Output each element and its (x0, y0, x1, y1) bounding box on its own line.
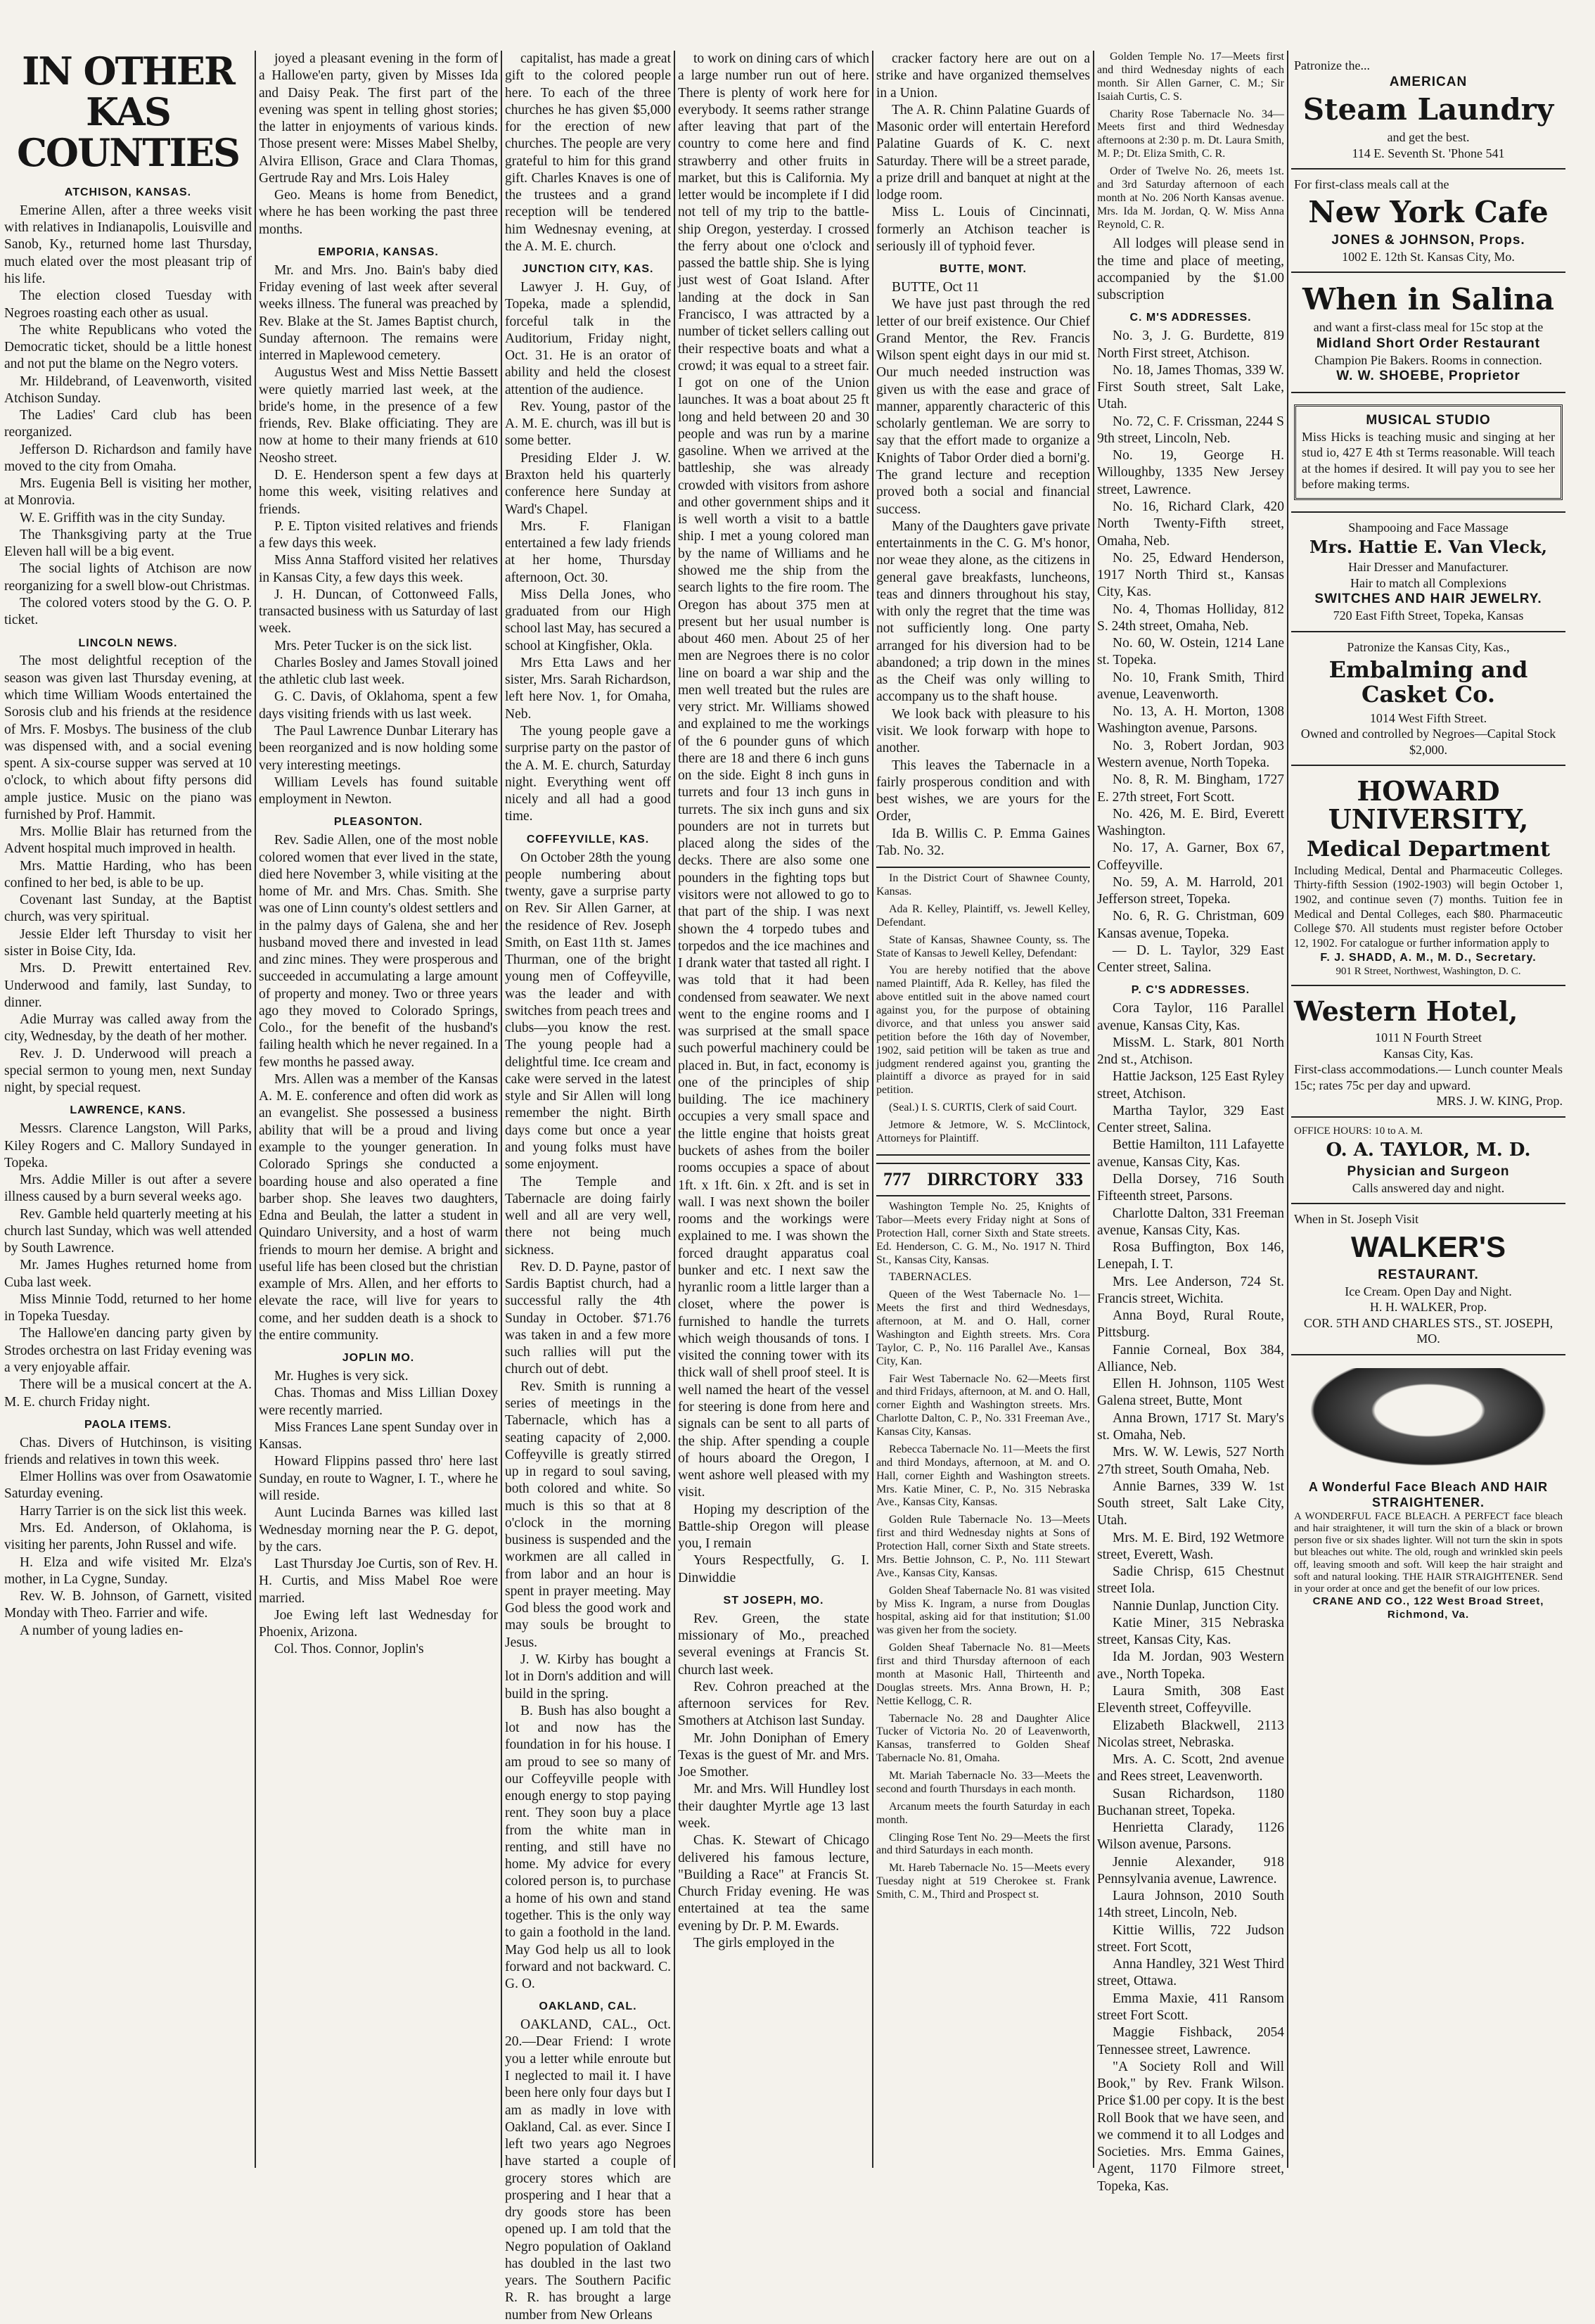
news-paragraph: Rev. Cohron preached at the afternoon services for Rev. Smothers at Atchison last Sunday. (678, 1679, 869, 1729)
news-paragraph: A number of young ladies en- (20, 1623, 184, 1638)
news-paragraph: Mr. James Hughes returned home from Cuba last week. (4, 1258, 252, 1290)
studio-text: Miss Hicks is teaching music and singing at her stud io, 427 E 4th st Terms reasonable. Will teach at the homes if desired. It will pay you to see her before making terms. (1302, 429, 1555, 492)
news-paragraph: Mrs. Mollie Blair has returned from the Advent hospital much improved in health. (4, 824, 252, 857)
news-paragraph: No. 3, J. G. Burdette, 819 North First street, Atchison. (1097, 328, 1284, 361)
directory-list (876, 1201, 1090, 1902)
news-paragraph: The election closed Tuesday with Negroes roasting each other as usual. (4, 288, 252, 321)
studio-heading: MUSICAL STUDIO (1366, 412, 1491, 428)
walker-address: COR. 5TH AND CHARLES STS., ST. JOSEPH, MO. (1303, 1315, 1554, 1346)
directory-header (876, 1163, 1090, 1196)
directory-entry: Washington Temple No. 25, Knights of Tabor—Meets every Friday night at Sons of Protection Hall, corner Sixth and State streets. Ed. Henderson, C. G. M., No. 1917 N. Third St., Kansas City, Kansas. (876, 1201, 1090, 1266)
casket-address: 1014 West Fifth Street. (1369, 710, 1487, 725)
news-paragraph: Mrs. Addie Miller is out after a severe illness caused by a burn several weeks ago. (4, 1173, 252, 1205)
hairdresser-name: Mrs. Hattie E. Van Vleck, (1309, 537, 1547, 558)
legal-line: You are hereby notified that the above named Plaintiff, Ada R. Kelley, has filed the above entitled suit in the above named court against you, for the purpose of obtaining divorce, and that unless you answer said petition before the 16th day of November, 1902, said petition will be taken as true and judgment rendered against you, granting the plaintiff a divorce as prayed for in said petition. (876, 964, 1090, 1097)
column-rule (872, 51, 873, 2168)
news-paragraph: Charlotte Dalton, 331 Freeman avenue, Kansas City, Kas. (1097, 1206, 1284, 1238)
news-paragraph: Mrs. Mattie Harding, who has been confined to her bed, is able to be up. (4, 858, 252, 890)
directory-entry: Arcanum meets the fourth Saturday in each month. (876, 1800, 1090, 1826)
news-paragraph: Miss Minnie Todd, returned to her home in Topeka Tuesday. (4, 1291, 252, 1324)
news-paragraph: Henrietta Clarady, 1126 Wilson avenue, Parsons. (1097, 1820, 1284, 1853)
howard-details: Including Medical, Dental and Pharmaceutic Colleges. Thirty-fifth Session (1902-1903) will begin October 1, 1902, and continue seven (7) months. Tuition fee in Medical and Dental Colleges, each $80. Pharmaceutic College $70. All students must register before October 12, 1902. For catalogue or further information apply to (1294, 863, 1563, 950)
news-paragraph: Rosa Buffington, Box 146, Lenepah, I. T. (1097, 1240, 1284, 1272)
walker-hours: Ice Cream. Open Day and Night. (1345, 1284, 1512, 1298)
news-paragraph: Kittie Willis, 722 Judson street. Fort Scott, (1097, 1922, 1284, 1955)
news-paragraph: Anna Brown, 1717 St. Mary's st. Omaha, Neb. (1097, 1410, 1284, 1443)
news-paragraph: We have just past through the red letter of our breif existence. Our Chief Grand Mentor, the Rev. Francis Wilson spent eight days in our mid st. Our much needed instruction was given us with the ease and grace of manner, apparently characteric of this scholarly gentleman. We are sorry to say that the effort made to organize a Knights of Tabor Order died a borni'g. The grand lecture and reception proved both a social and financial success. (876, 297, 1090, 517)
directory-entry: Mt. Mariah Tabernacle No. 33—Meets the second and fourth Thursdays in each month. (876, 1770, 1090, 1795)
news-paragraph: Bettie Hamilton, 111 Lafayette avenue, Kansas City, Kas. (1097, 1137, 1284, 1170)
column-6-body (1097, 51, 1284, 2195)
walker-restaurant-ad (1291, 1204, 1565, 1355)
news-paragraph: The Thanksgiving party at the True Eleven hall will be a big event. (4, 527, 252, 560)
news-paragraph: No. 25, Edward Henderson, 1917 North Third st., Kansas City, Kas. (1097, 550, 1284, 600)
news-paragraph: MissM. L. Stark, 801 North 2nd st., Atchison. (1097, 1035, 1284, 1068)
directory-entry: TABERNACLES. (889, 1271, 972, 1284)
news-paragraph: Ellen H. Johnson, 1105 West Galena street, Butte, Mont (1097, 1377, 1284, 1409)
news-paragraph: On October 28th the young people numbering about twenty, gave a surprise party on Rev. Sir Allen Garner, at the residence of Rev. Joseph Smith, on East 11th st. James Thurman, one of the bright young men of Coffeyville, was the leader and with switches from peach trees and clubs—you know the rest. The young people had a delightful time. Ice cream and cake were served in the latest style and Sir Allen will long remember the night. Birth days come but once a year and young folks must have some enjoyment. (505, 850, 671, 1173)
news-paragraph: Elizabeth Blackwell, 2113 Nicolas street, Nebraska. (1097, 1718, 1284, 1750)
news-paragraph: Messrs. Clarence Langston, Will Parks, Kiley Rogers and C. Mallory Sundayed in Topeka. (4, 1121, 252, 1170)
directory-entry: Tabernacle No. 28 and Daughter Alice Tucker of Victoria No. 20 of Leavenworth, Kansas, transferred to Golden Sheaf Tabernacle No. 81, Omaha. (876, 1712, 1090, 1765)
news-paragraph: Rev. Young, pastor of the A. M. E. church, was ill but is some better. (505, 399, 671, 449)
hairdresser-services: Shampooing and Face Massage (1348, 520, 1508, 535)
news-paragraph: Ida M. Jordan, 903 Western ave., North Topeka. (1097, 1649, 1284, 1682)
laundry-address: 114 E. Seventh St. 'Phone 541 (1352, 146, 1505, 160)
news-paragraph: William Levels has found suitable employment in Newton. (259, 774, 498, 807)
news-paragraph: Jessie Elder left Thursday to visit her sister in Boise City, Ida. (4, 926, 252, 959)
salina-restaurant-name: Midland Short Order Restaurant (1316, 336, 1541, 351)
news-paragraph: Sadie Chrisp, 615 Chestnut street Iola. (1097, 1564, 1284, 1597)
news-paragraph: Jennie Alexander, 918 Pennsylvania avenue, Lawrence. (1097, 1854, 1284, 1886)
news-paragraph: Katie Miner, 315 Nebraska street, Kansas City, Kas. (1097, 1615, 1284, 1648)
news-paragraph: The girls employed in the (693, 1935, 835, 1950)
face-bleach-ad (1291, 1355, 1565, 1629)
salina-text: and want a first-class meal for 15c stop at the (1313, 320, 1544, 335)
news-paragraph: Geo. Means is home from Benedict, where he has been working the past three months. (259, 188, 498, 237)
howard-signature: F. J. SHADD, A. M., M. D., Secretary. (1320, 951, 1537, 964)
walker-proprietor: H. H. WALKER, Prop. (1369, 1300, 1487, 1315)
news-paragraph: Mrs. Ed. Anderson, of Oklahoma, is visiting her parents, John Russel and wife. (4, 1521, 252, 1553)
salina-details: Champion Pie Bakers. Rooms in connection. (1314, 352, 1542, 367)
portrait-illustration (1294, 1368, 1563, 1474)
directory-entry: Mt. Hareb Tabernacle No. 15—Meets every Tuesday night at 519 Cherokee st. Frank Smith, C. M., Third and Prospect st. (876, 1862, 1090, 1901)
salina-proprietor: W. W. SHOEBE, Proprietor (1336, 369, 1520, 384)
casket-intro: Patronize the Kansas City, Kas., (1347, 639, 1510, 654)
news-paragraph: The Ladies' Card club has been reorganized. (4, 408, 252, 440)
news-paragraph: We look back with pleasure to his visit. We look forwarp with hope to another. (876, 706, 1090, 756)
news-paragraph: H. Elza and wife visited Mr. Elza's mother, in La Cygne, Sunday. (4, 1554, 252, 1587)
legal-line: Ada R. Kelley, Plaintiff, vs. Jewell Kelley, Defendant. (876, 902, 1090, 928)
directory-entry: Clinging Rose Tent No. 29—Meets the first and third Saturdays in each month. (876, 1831, 1090, 1857)
news-paragraph: Mrs. W. W. Lewis, 527 North 27th street, South Omaha, Neb. (1097, 1445, 1284, 1477)
news-paragraph: Yours Respectfully, G. I. Dinwiddie (678, 1553, 869, 1585)
casket-capital: Owned and controlled by Negroes—Capital Stock $2,000. (1300, 727, 1556, 757)
casket-company-name: Embalming and Casket Co. (1328, 656, 1528, 708)
news-paragraph: Howard Flippins passed thro' here last Sunday, en route to Wagner, I. T., where he will reside. (259, 1454, 498, 1503)
hotel-proprietor: MRS. J. W. KING, Prop. (1436, 1094, 1563, 1109)
column-1 (4, 51, 252, 2168)
news-paragraph: Cora Taylor, 116 Parallel avenue, Kansas City, Kas. (1097, 1001, 1284, 1033)
hairdresser-products: SWITCHES AND HAIR JEWELRY. (1314, 592, 1542, 607)
section-heading: PAOLA ITEMS. (84, 1418, 172, 1431)
section-heading: C. M'S ADDRESSES. (1129, 312, 1252, 324)
news-paragraph: joyed a pleasant evening in the form of a Hallowe'en party, given by Misses Ida and Daisy Peak. The first part of the evening was spent in telling ghost stories; the latter in enjoyments of various kinds. Those present were: Misses Mabel Shelby, Alvira Ellison, Grace and Clara Thomas, Gertrude Ray and Mrs. Lois Haley (259, 51, 498, 186)
news-paragraph: Mrs. Lee Anderson, 724 St. Francis street, Wichita. (1097, 1274, 1284, 1306)
bleach-body: A WONDERFUL FACE BLEACH. A PERFECT face bleach and hair straightener, it will turn the skin of a black or brown person five or six shades lighter. Will not turn the skin in spots but bleaches out white. The old, rough and wrinkled skin peels off, leaving smooth and soft. Will keep the hair straight and soft and natural looking. THE HAIR STRAIGHTENER. Send in your order at once and get the benefit of our low prices. (1294, 1510, 1563, 1595)
news-paragraph: No. 59, A. M. Harrold, 201 Jefferson street, Topeka. (1097, 874, 1284, 907)
news-paragraph: D. E. Henderson spent a few days at home this week, visiting relatives and friends. (259, 468, 498, 517)
news-paragraph: Augustus West and Miss Nettie Bassett were quietly married last week, at the bride's home, in the presence of a few friends, Rev. Blake officiating. They are now at home to their many friends at 610 Neosho street. (259, 365, 498, 466)
column-4-body (678, 51, 869, 1952)
news-paragraph: Maggie Fishback, 2054 Tennessee street, Lawrence. (1097, 2025, 1284, 2057)
column-1-body (4, 186, 252, 1640)
news-paragraph: to work on dining cars of which a large number run out of here. There is plenty of work here for everybody. It seems rather strange after leaving that part of the country to come here and find strawberry and other fruits in market, but this is California. My letter would be incomplete if I did not tell of my trip to the battle-ship Oregon, yesterday. I crossed the ferry about one o'clock and passed the battle ship. She is lying just west of Goat Island. After landing at the dock in San Francisco, I was attracted by a number of ticket sellers calling out their respective boats and what a crowd; it was equal to a street fair. I got on one of the Union launches. It was a boat about 25 ft long and held between 20 and 30 people and was run by a marine gasoline. When we arrived at the battleship, she was already crowded with visitors from ashore and other government ships and it is well worth a visit to a battle ship. I met a young colored man by the name of Williams and he showed me the ship from the search lights to the fire room. The Oregon has about 375 men at present but her usual number is about 460 men. About 25 of her men are Negroes there is no color line on board a war ship and the men well treated but the rules are very strict. Mr. Williams showed and explained to me the workings of the 6 pounder guns of which there are 18 and there 6 inch guns on the side. Eight 8 inch guns in turrets and four 13 inch guns in turrets. The six inch guns and six pounders are not in turrets but placed along the sides of the decks. There are also some one pounders in the fighting tops but visitors were not allowed to go to that part of the ship. I was next shown the 4 torpedo tubes and torpedos and the ice machines and I drank water that tasted all right. I was told that it had been condensed from seawater. We next went to the engine rooms and I was surprised at the small space such powerful machinery could be placed in. But, in fact, economy is one of the principles of ship building. The ice machinery occupies a very small space and the little engine that hoists great buckets of ashes from the boiler rooms occupies a space of about 1ft. x 1ft. 6in. x 2ft. and is set in wall. I was next shown the boiler rooms and the workings were explained to me. I was shown the forced draught apparatus coal bunker and etc. I next saw the hyranlic room a little larger than a closet, where the power is furnished to handle the turrets which weigh thousands of tons. I visited the conning tower with its thick wall of shell proof steel. It is well named the heart of the vessel for steering is done from here and signals can be sent to all parts of the ship. After spending a couple of hours aboard the Oregon, I went ashore well pleased with my visit. (678, 51, 869, 1500)
section-heading: LINCOLN NEWS. (78, 637, 178, 649)
news-paragraph: BUTTE, Oct 11 (892, 280, 980, 295)
hairdresser-title: Hair Dresser and Manufacturer. (1348, 560, 1508, 575)
legal-line: State of Kansas, Shawnee County, ss. The State of Kansas to Jewell Kelley, Defendant: (876, 933, 1090, 959)
column-rule (501, 51, 502, 2168)
directory-title: DIRRCTORY (927, 1168, 1039, 1189)
news-paragraph: Fannie Corneal, Box 384, Alliance, Neb. (1097, 1342, 1284, 1374)
walker-name: WALKER'S (1351, 1230, 1506, 1263)
news-paragraph: Hattie Jackson, 125 East Ryley street, Atchison. (1097, 1069, 1284, 1102)
bleach-company: CRANE AND CO., 122 West Broad Street, Richmond, Va. (1312, 1595, 1544, 1621)
news-paragraph: Mrs. Eugenia Bell is visiting her mother, at Monrovia. (4, 476, 252, 509)
news-paragraph: Ida B. Willis C. P. Emma Gaines Tab. No. 32. (876, 826, 1090, 858)
legal-notice (876, 867, 1090, 1156)
column-rule (1287, 51, 1288, 2168)
doctor-calls: Calls answered day and night. (1352, 1180, 1505, 1195)
news-paragraph: Col. Thos. Connor, Joplin's (274, 1642, 424, 1657)
section-heading: P. C'S ADDRESSES. (1131, 984, 1250, 997)
legal-line: (Seal.) I. S. CURTIS, Clerk of said Court. (889, 1102, 1077, 1114)
salina-heading: When in Salina (1302, 282, 1554, 317)
section-heading: BUTTE, MONT. (940, 263, 1027, 276)
column-5-body (876, 51, 1090, 860)
news-paragraph: — D. L. Taylor, 329 East Center street, Salina. (1097, 943, 1284, 976)
news-paragraph: OAKLAND, CAL., Oct. 20.—Dear Friend: I wrote you a letter while enroute but I neglected to mail it. I have been here only four days but I am as madly in love with Oakland, Cal. as ever. Since I left two years ago Negroes have started a couple of grocery stores which are prospering and I hear that a dry goods store has been opened up. I am told that the Negro population of Oakland has doubled in the last two years. The Southern Pacific R. R. has brought a large number from New Orleans (505, 2017, 671, 2323)
news-paragraph: No. 16, Richard Clark, 420 North Twenty-Fifth street, Omaha, Neb. (1097, 499, 1284, 549)
news-paragraph: Mrs. M. E. Bird, 192 Wetmore street, Everett, Wash. (1097, 1530, 1284, 1562)
news-paragraph: No. 18, James Thomas, 339 W. First South street, Salt Lake, Utah. (1097, 362, 1284, 412)
directory-number-left: 777 (883, 1168, 911, 1189)
directory-entry: Rebecca Tabernacle No. 11—Meets the first and third Mondays, afternoon, at M. and O. Hall, corner Eighth and Washington streets. Mrs. Katie Miner, C. P., No. 315 Nebraska Ave., Kansas City, Kansas. (876, 1443, 1090, 1509)
news-paragraph: Miss Frances Lane spent Sunday over in Kansas. (259, 1419, 498, 1452)
laundry-name: Steam Laundry (1302, 92, 1554, 127)
directory-entry: Queen of the West Tabernacle No. 1—Meets the first and third Wednesdays, afternoon, at M. and O. Hall, corner Washington and Eighth streets. Mrs. Cora Taylor, C. P., No. 116 Parallel Ave., Kansas City, Kan. (876, 1289, 1090, 1367)
news-paragraph: Mr. and Mrs. Jno. Bain's baby died Friday evening of last week after several weeks illness. The funeral was preached by Rev. Blake at the St. James Baptist church, Sunday afternoon. The remains were interred in Maplewood cemetery. (259, 262, 498, 364)
news-paragraph: The A. R. Chinn Palatine Guards of Masonic order will entertain Hereford Palatine Guards of K. C. next Saturday. There will be a street parade, a prize drill and banquet at night at the lodge room. (876, 102, 1090, 203)
lodge-notice: Order of Twelve No. 26, meets 1st. and 3rd Saturday afternoon of each month at No. 206 North Kansas avenue. Mrs. Ida M. Jordan, Q. W. Miss Anna Reynold, C. R. (1097, 165, 1284, 231)
news-paragraph: Della Dorsey, 716 South Fifteenth street, Parsons. (1097, 1172, 1284, 1204)
news-paragraph: Mr. Hildebrand, of Leavenworth, visited Atchison Sunday. (4, 374, 252, 406)
directory-entry: Golden Sheaf Tabernacle No. 81—Meets first and third Thursday afternoon of each month at Masonic Hall, Thirteenth and Douglas streets. Mrs. Anna Brown, H. P.; Nettie Kellogg, C. R. (876, 1642, 1090, 1707)
news-paragraph: Chas. K. Stewart of Chicago delivered his famous lecture, "Building a Race" at Francis St. Church Friday evening. He was entertained at tea the same evening by Dr. P. M. Ewards. (678, 1833, 869, 1934)
laundry-tagline: and get the best. (1387, 130, 1470, 145)
news-paragraph: Rev. Green, the state missionary of Mo., preached several evenings at Francis St. church last week. (678, 1611, 869, 1678)
news-paragraph: The Temple and Tabernacle are doing fairly well and all are very well, there not being much sickness. (505, 1174, 671, 1258)
news-paragraph: B. Bush has also bought a lot and now has the foundation in for his house. I am proud to see so many of our Coffeyville people with enough energy to stop paying rent. They soon buy a place from the white man in renting, and still have no home. My advice for every colored person is, to purchase a home of his own and stand together. This is the only way to gain a foothold in the land. May God help us all to look forward and not backward. C. G. O. (505, 1703, 671, 1992)
news-paragraph: Harry Tarrier is on the sick list this week. (20, 1503, 247, 1519)
news-paragraph: Mr. and Mrs. Will Hundley lost their daughter Myrtle age 13 last week. (678, 1782, 869, 1831)
column-2 (259, 51, 498, 2168)
news-paragraph: No. 10, Frank Smith, Third avenue, Leavenworth. (1097, 670, 1284, 702)
news-paragraph: Mrs. A. C. Scott, 2nd avenue and Rees street, Leavenworth. (1097, 1752, 1284, 1784)
news-paragraph: No. 19, George H. Willoughby, 1335 New Jersey street, Lawrence. (1097, 448, 1284, 497)
section-heading: JUNCTION CITY, KAS. (522, 263, 654, 276)
salina-ad (1291, 273, 1565, 393)
news-paragraph: J. H. Duncan, of Cottonweed Falls, transacted business with us Saturday of last week. (259, 587, 498, 637)
hotel-name: Western Hotel, (1294, 995, 1518, 1028)
news-paragraph: No. 6, R. G. Christman, 609 Kansas avenue, Topeka. (1097, 909, 1284, 941)
section-heading: OAKLAND, CAL. (539, 2000, 637, 2013)
hotel-address-2: Kansas City, Kas. (1383, 1046, 1473, 1061)
howard-university-ad (1291, 766, 1565, 986)
news-paragraph: Mrs. Allen was a member of the Kansas A. M. E. conference and often did work as an evangelist. She possessed a business ability that will be a proud and living example to the younger generation. In Colorado Springs she conducted a boarding house and also operated a fine barber shop. She leaves two daughters, Edna and Beulah, the latter a student in Quindaro University, and a host of warm friends to mourn her demise. A bright and useful life has been closed but the christian example of Mrs. Allen, and her efforts to elevate the race, will live for years to come, and her sudden death is a shock to the entire community. (259, 1071, 498, 1343)
hairdresser-ad (1291, 513, 1565, 632)
news-paragraph: Chas. Divers of Hutchinson, is visiting friends and relatives in town this week. (4, 1435, 252, 1467)
news-paragraph: Elmer Hollins was over from Osawatomie Saturday evening. (4, 1469, 252, 1502)
cafe-name: New York Cafe (1308, 194, 1549, 229)
news-paragraph: Anna Boyd, Rural Route, Pittsburg. (1097, 1308, 1284, 1341)
news-paragraph: No. 3, Robert Jordan, 903 Western avenue, North Topeka. (1097, 738, 1284, 770)
walker-subtitle: RESTAURANT. (1378, 1267, 1479, 1282)
news-paragraph: Rev. J. D. Underwood will preach a special sermon to young men, next Sunday night, by special request. (4, 1046, 252, 1096)
column-rule (255, 51, 256, 2168)
directory-entry: Fair West Tabernacle No. 62—Meets first and third Fridays, afternoon, at M. and O. Hall, corner Eighth and Washington streets. Mrs. Charlotte Dalton, C. P., No. 331 Freeman Ave., Kansas City, Kansas. (876, 1372, 1090, 1438)
legal-line: Jetmore & Jetmore, W. S. McClintock, Attorneys for Plaintiff. (876, 1119, 1090, 1144)
section-heading: ST JOSEPH, MO. (723, 1594, 824, 1607)
column-rule (674, 51, 675, 2168)
hotel-address-1: 1011 N Fourth Street (1375, 1030, 1482, 1045)
news-paragraph: Rev. W. B. Johnson, of Garnett, visited Monday with Theo. Farrier and wife. (4, 1589, 252, 1621)
column-3 (505, 51, 671, 2323)
section-heading: COFFEYVILLE, KAS. (526, 833, 650, 845)
doctor-ad (1291, 1118, 1565, 1205)
news-paragraph: The white Republicans who voted the Democratic ticket, should be a little honest and not put the blame on the Negro voters. (4, 322, 252, 372)
lodge-notice: Charity Rose Tabernacle No. 34—Meets first and third Wednesday afternoons at 2:30 p. m. Dt. Laura Smith, M. P.; Dt. Eliza Smith, C. R. (1097, 108, 1284, 160)
news-paragraph: W. E. Griffith was in the city Sunday. (20, 510, 226, 525)
news-paragraph: Mrs. D. Prewitt entertained Rev. Underwood and family, last Sunday, to dinner. (4, 961, 252, 1010)
news-paragraph: Last Thursday Joe Curtis, son of Rev. H. H. Curtis, and Miss Mabel Roe were married. (259, 1557, 498, 1606)
news-paragraph: Charles Bosley and James Stovall joined the athletic club last week. (259, 655, 498, 688)
howard-department: Medical Department (1307, 836, 1550, 862)
news-paragraph: Rev. Gamble held quarterly meeting at his church last Sunday, which was well attended by South Lawrence. (4, 1206, 252, 1256)
column-4 (678, 51, 869, 2168)
news-paragraph: Adie Murray was called away from the city, Wednesday, by the death of her mother. (4, 1012, 252, 1045)
news-paragraph: Anna Handley, 321 West Third street, Ottawa. (1097, 1957, 1284, 1989)
doctor-title: Physician and Surgeon (1347, 1164, 1510, 1180)
news-paragraph: Miss L. Louis of Cincinnati, formerly an Atchison teacher is seriously ill of typhoid fever. (876, 205, 1090, 254)
directory-entry: Golden Sheaf Tabernacle No. 81 was visited by Miss K. Ingram, a nurse from Douglas hospital, asking aid for that institution; $1.00 was given her from the society. (876, 1584, 1090, 1637)
news-paragraph: "A Society Roll and Will Book," by Rev. Frank Wilson. Price $1.00 per copy. It is the best Roll Book that we have seen, and we commend it to all Lodges and Societies. Mrs. Emma Gaines, Agent, 1170 Filmore street, Topeka, Kas. (1097, 2059, 1284, 2194)
news-paragraph: Annie Barnes, 339 W. 1st South street, Salt Lake City, Utah. (1097, 1479, 1284, 1528)
news-paragraph: Martha Taylor, 329 East Center street, Salina. (1097, 1103, 1284, 1136)
section-heading: LAWRENCE, KANS. (70, 1104, 186, 1117)
cafe-intro: For first-class meals call at the (1294, 177, 1449, 192)
news-paragraph: The social lights of Atchison are now reorganizing for a swell blow-out Christmas. (4, 561, 252, 594)
news-paragraph: G. C. Davis, of Oklahoma, spent a few days visiting friends with us last week. (259, 689, 498, 722)
news-paragraph: This leaves the Tabernacle in a fairly prosperous condition and with best wishes, we are yours for the Order, (876, 758, 1090, 824)
news-paragraph: No. 17, A. Garner, Box 67, Coffeyville. (1097, 841, 1284, 873)
section-heading: ATCHISON, KANSAS. (64, 186, 192, 198)
laundry-kicker: AMERICAN (1389, 74, 1468, 89)
ads-column (1291, 51, 1565, 2168)
news-paragraph: The Hallowe'en dancing party given by Strodes orchestra on last Friday evening was a very enjoyable affair. (4, 1326, 252, 1375)
news-paragraph: No. 13, A. H. Morton, 1308 Washington avenue, Parsons. (1097, 704, 1284, 736)
hotel-ad (1291, 986, 1565, 1117)
laundry-ad (1291, 51, 1565, 170)
cafe-proprietors: JONES & JOHNSON, Props. (1331, 232, 1525, 248)
news-paragraph: Laura Smith, 308 East Eleventh street, Coffeyville. (1097, 1683, 1284, 1716)
column-2-body (259, 51, 498, 1659)
news-paragraph: Chas. Thomas and Miss Lillian Doxey were recently married. (259, 1386, 498, 1418)
news-paragraph: Lawyer J. H. Guy, of Topeka, made a splendid, forceful talk in the Auditorium, Friday night, Oct. 31. He is an orator of ability and held the closest attention of the audience. (505, 280, 671, 397)
news-paragraph: The colored voters stood by the G. O. P. ticket. (4, 596, 252, 628)
news-paragraph: Rev. Sadie Allen, one of the most noble colored women that ever lived in the state, died here November 3, while visiting at the home of Mr. and Mrs. Chas. Smith. She was one of Linn county's oldest settlers and in the palmy days of Galena, she and her husband moved there and invested in lead and zinc mines. They were prosperous and succeeded in accumulating a large amount of property and money. Two or three years ago they moved to Colorado Springs, Colo., for the benefit of the husband's failing health which he never regained. In a few months he passed away. (259, 833, 498, 1070)
section-heading: EMPORIA, KANSAS. (318, 245, 439, 258)
howard-name: HOWARD UNIVERSITY, (1328, 775, 1529, 835)
hotel-details: First-class accommodations.— Lunch counter Meals 15c; rates 75c per day and upward. (1294, 1062, 1563, 1092)
news-paragraph: Joe Ewing left last Wednesday for Phoenix, Arizona. (259, 1607, 498, 1640)
news-paragraph: No. 426, M. E. Bird, Everett Washington. (1097, 806, 1284, 839)
news-paragraph: Jefferson D. Richardson and family have moved to the city from Omaha. (4, 442, 252, 474)
doctor-hours: OFFICE HOURS: 10 to A. M. (1294, 1125, 1423, 1137)
news-paragraph: The Paul Lawrence Dunbar Literary has been reorganized and is now holding some very interesting meetings. (259, 724, 498, 773)
news-paragraph: There will be a musical concert at the A. M. E. church Friday night. (4, 1377, 252, 1410)
casket-ad (1291, 632, 1565, 766)
howard-address: 901 R Street, Northwest, Washington, D. C. (1335, 965, 1521, 977)
news-paragraph: All lodges will please send in the time and place of meeting, accompanied by the $1.00 subscription (1097, 236, 1284, 303)
news-paragraph: Miss Della Jones, who graduated from our High school last May, has secured a school at Kingfisher, Okla. (505, 587, 671, 653)
studio-ad (1291, 393, 1565, 513)
news-paragraph: Miss Anna Stafford visited her relatives in Kansas City, a few days this week. (259, 553, 498, 585)
news-paragraph: Mr. John Doniphan of Emery Texas is the guest of Mr. and Mrs. Joe Smother. (678, 1730, 869, 1780)
news-paragraph: J. W. Kirby has bought a lot in Dorn's addition and will build in the spring. (505, 1652, 671, 1702)
directory-entry: Golden Rule Tabernacle No. 13—Meets first and third Wednesday nights at Sons of Protection Hall, corner Sixth and State streets. Mrs. Bettie Johnson, C. P., No. 111 Stewart Ave., Kansas City, Kansas. (876, 1514, 1090, 1579)
cafe-ad (1291, 170, 1565, 273)
studio-box (1294, 404, 1563, 500)
news-paragraph: No. 60, W. Ostein, 1214 Lane st. Topeka. (1097, 636, 1284, 668)
news-paragraph: Mr. Hughes is very sick. (274, 1369, 409, 1384)
news-paragraph: Nannie Dunlap, Junction City. (1113, 1598, 1279, 1614)
section-heading: JOPLIN MO. (342, 1352, 415, 1365)
news-paragraph: Laura Johnson, 2010 South 14th street, Lincoln, Neb. (1097, 1889, 1284, 1921)
news-paragraph: The most delightful reception of the season was given last Thursday evening, at which time William Woods entertained the Sorosis club and his friends at the residence of Mrs. F. Mosbys. The business of the club was dispensed with, and a social evening spent. A six-course supper was served at 10 o'clock, to which about fifty persons did ample justice. Music on the piano was furnished by Prof. Hammit. (4, 653, 252, 822)
news-paragraph: Covenant last Sunday, at the Baptist church, was very spiritual. (4, 893, 252, 925)
news-paragraph: Mrs Etta Laws and her sister, Mrs. Sarah Richardson, left here Nov. 1, for Omaha, Neb. (505, 655, 671, 722)
column-rule (1093, 51, 1094, 2168)
laundry-intro: Patronize the... (1294, 58, 1370, 72)
lodge-notice: Golden Temple No. 17—Meets first and third Wednesday nights of each month. Sir Allen Garner, C. M.; Sir Isaiah Curtis, C. S. (1097, 51, 1284, 103)
news-paragraph: No. 8, R. M. Bingham, 1727 E. 27th street, Fort Scott. (1097, 772, 1284, 805)
news-paragraph: Emerine Allen, after a three weeks visit with relatives in Indianapolis, Louisville and Sanob, Ky., returned home last Thursday, much elated over the most pleasant trip of his life. (4, 203, 252, 286)
news-paragraph: Rev. Smith is running a series of meetings in the Tabernacle, which has a seating capacity of 2,000. Coffeyville is greatly stirred up in regard to soul saving, both colored and white. So much is this so that at 8 o'clock in the morning business is suspended and the workmen are all called in from labor and an hour is spent in prayer meeting. May God bless the good work and may souls be brought to Jesus. (505, 1379, 671, 1650)
news-paragraph: Emma Maxie, 411 Ransom street Fort Scott. (1097, 1991, 1284, 2024)
column-5 (876, 51, 1090, 2168)
news-paragraph: Mrs. F. Flanigan entertained a few lady friends at her home, Thursday afternoon, Oct. 30. (505, 518, 671, 585)
bleach-heading: A Wonderful Face Bleach AND HAIR STRAIGHTENER. (1308, 1479, 1549, 1510)
column-3-body (505, 51, 671, 2324)
news-paragraph: The young people gave a surprise party on the pastor of the A. M. E. church, Saturday night. Everything went off nicely and all had a good time. (505, 724, 671, 824)
column-6 (1097, 51, 1284, 2194)
section-heading: PLEASONTON. (333, 816, 423, 829)
directory-number-right: 333 (1056, 1168, 1083, 1189)
news-paragraph: cracker factory here are out on a strike and have organized themselves in a Union. (876, 51, 1090, 101)
hairdresser-match: Hair to match all Complexions (1350, 575, 1506, 590)
doctor-name: O. A. TAYLOR, M. D. (1326, 1139, 1531, 1161)
page-title: IN OTHER KAS COUNTIES (16, 49, 240, 175)
legal-line: In the District Court of Shawnee County, Kansas. (876, 872, 1090, 898)
news-paragraph: Susan Richardson, 1180 Buchanan street, Topeka. (1097, 1786, 1284, 1818)
cafe-address: 1002 E. 12th St. Kansas City, Mo. (1342, 249, 1515, 264)
news-paragraph: P. E. Tipton visited relatives and friends a few days this week. (259, 518, 498, 551)
news-paragraph: No. 72, C. F. Crissman, 2244 S 9th street, Lincoln, Neb. (1097, 414, 1284, 446)
news-paragraph: Many of the Daughters gave private entertainments in the C. G. M's honor, nor weae they alone, as the citizens in general gave breakfasts, luncheons, teas and dinners throughout his stay, with only the regret that the time was not sufficiently long. One party arranged for his diversion had to be abandoned; a trip down in the mines as the Cheif was only willing to accompany us to the shaft house. (876, 518, 1090, 705)
news-paragraph: Aunt Lucinda Barnes was killed last Wednesday morning near the P. G. depot, by the cars. (259, 1505, 498, 1554)
news-paragraph: No. 4, Thomas Holliday, 812 S. 24th street, Omaha, Neb. (1097, 601, 1284, 634)
hairdresser-address: 720 East Fifth Street, Topeka, Kansas (1333, 608, 1524, 623)
walker-intro: When in St. Joseph Visit (1294, 1212, 1419, 1227)
news-paragraph: Rev. D. D. Payne, pastor of Sardis Baptist church, had a successful rally the 4th Sunday in October. $71.76 was taken in and a few more such rallies will put the church out of debt. (505, 1259, 671, 1377)
news-paragraph: Hoping my description of the Battle-ship Oregon will please you, I remain (678, 1502, 869, 1552)
news-paragraph: Mrs. Peter Tucker is on the sick list. (274, 638, 473, 653)
news-paragraph: capitalist, has made a great gift to the colored people here. To each of the three churches he has given $5,000 for the erection of new churches. The people are very grateful to him for this grand gift. Charles Knaves is one of the trustees and a grand reception will be tendered him Wednesnay evening, at the A. M. E. church. (505, 51, 671, 254)
news-paragraph: Presiding Elder J. W. Braxton held his quarterly conference here Sunday at Ward's Chapel. (505, 450, 671, 517)
